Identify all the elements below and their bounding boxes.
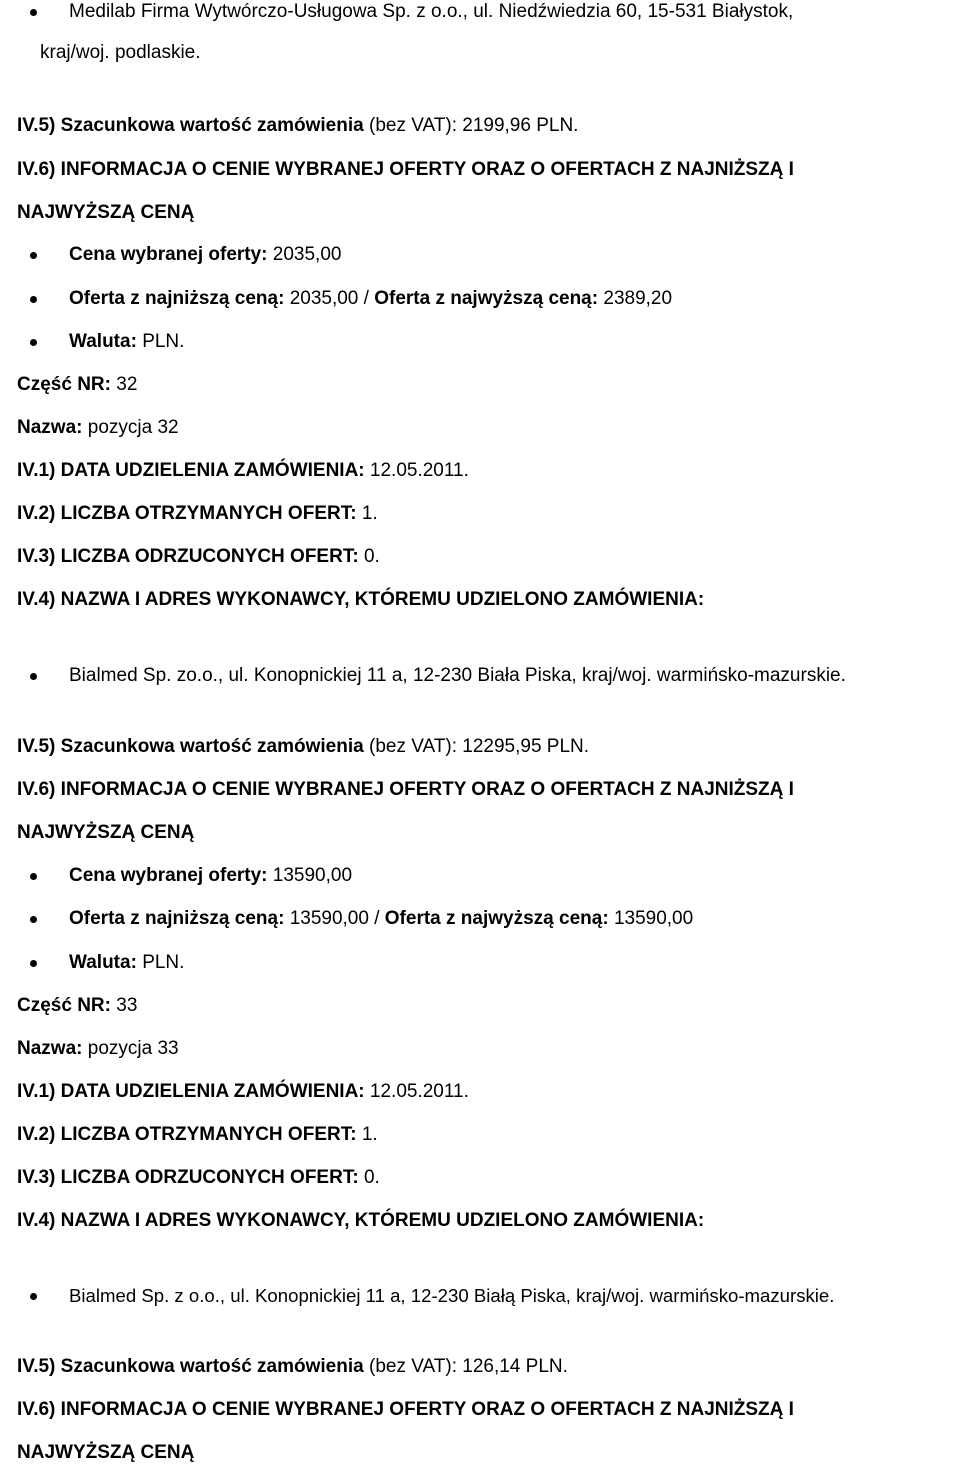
bullet-icon: [30, 9, 37, 16]
contractor-heading: IV.4) NAZWA I ADRES WYKONAWCY, KTÓREMU UDZIELONO ZAMÓWIENIA:: [17, 1210, 705, 1231]
estimated-value: IV.5) Szacunkowa wartość zamówienia (bez VAT): 12295,95 PLN.: [17, 736, 590, 757]
part-number: Część NR: 33: [17, 995, 138, 1016]
part-name: Nazwa: pozycja 32: [17, 417, 179, 438]
price-info-heading-cont: NAJWYŻSZĄ CENĄ: [17, 1442, 195, 1463]
contractor-line-2: kraj/woj. podlaskie.: [40, 42, 201, 63]
bullet-icon: [30, 916, 37, 923]
part-number: Część NR: 32: [17, 374, 138, 395]
received-offers: IV.2) LICZBA OTRZYMANYCH OFERT: 1.: [17, 503, 378, 524]
rejected-offers: IV.3) LICZBA ODRZUCONYCH OFERT: 0.: [17, 546, 380, 567]
part-name: Nazwa: pozycja 33: [17, 1038, 179, 1059]
contractor-line: Bialmed Sp. zo.o., ul. Konopnickiej 11 a, 12-230 Biała Piska, kraj/woj. warmińsko-mazurskie.: [69, 665, 846, 686]
bullet-icon: [30, 296, 37, 303]
bullet-icon: [30, 960, 37, 967]
bullet-icon: [30, 1293, 37, 1300]
price-info-heading: IV.6) INFORMACJA O CENIE WYBRANEJ OFERTY ORAZ O OFERTACH Z NAJNIŻSZĄ I: [17, 1399, 794, 1420]
contractor-line-1: Medilab Firma Wytwórczo-Usługowa Sp. z o.o., ul. Niedźwiedzia 60, 15-531 Białystok,: [69, 1, 794, 22]
award-date: IV.1) DATA UDZIELENIA ZAMÓWIENIA: 12.05.2011.: [17, 1081, 469, 1102]
bullet-icon: [30, 873, 37, 880]
lowest-highest-offer: Oferta z najniższą ceną: 2035,00 / Oferta z najwyższą ceną: 2389,20: [69, 288, 673, 309]
contractor-heading: IV.4) NAZWA I ADRES WYKONAWCY, KTÓREMU UDZIELONO ZAMÓWIENIA:: [17, 589, 705, 610]
bullet-icon: [30, 339, 37, 346]
estimated-value: IV.5) Szacunkowa wartość zamówienia (bez VAT): 126,14 PLN.: [17, 1356, 568, 1377]
price-info-heading: IV.6) INFORMACJA O CENIE WYBRANEJ OFERTY ORAZ O OFERTACH Z NAJNIŻSZĄ I: [17, 779, 794, 800]
currency: Waluta: PLN.: [69, 952, 185, 973]
currency: Waluta: PLN.: [69, 331, 185, 352]
price-info-heading: IV.6) INFORMACJA O CENIE WYBRANEJ OFERTY ORAZ O OFERTACH Z NAJNIŻSZĄ I: [17, 159, 794, 180]
selected-offer-price: Cena wybranej oferty: 2035,00: [69, 244, 342, 265]
rejected-offers: IV.3) LICZBA ODRZUCONYCH OFERT: 0.: [17, 1167, 380, 1188]
estimated-value: IV.5) Szacunkowa wartość zamówienia (bez VAT): 2199,96 PLN.: [17, 115, 579, 136]
selected-offer-price: Cena wybranej oferty: 13590,00: [69, 865, 353, 886]
received-offers: IV.2) LICZBA OTRZYMANYCH OFERT: 1.: [17, 1124, 378, 1145]
price-info-heading-cont: NAJWYŻSZĄ CENĄ: [17, 202, 195, 223]
bullet-icon: [30, 673, 37, 680]
award-date: IV.1) DATA UDZIELENIA ZAMÓWIENIA: 12.05.2011.: [17, 460, 469, 481]
price-info-heading-cont: NAJWYŻSZĄ CENĄ: [17, 822, 195, 843]
contractor-line: Bialmed Sp. z o.o., ul. Konopnickiej 11 a, 12-230 Białą Piska, kraj/woj. warmińsko-mazurskie.: [69, 1285, 835, 1306]
bullet-icon: [30, 252, 37, 259]
lowest-highest-offer: Oferta z najniższą ceną: 13590,00 / Oferta z najwyższą ceną: 13590,00: [69, 908, 694, 929]
